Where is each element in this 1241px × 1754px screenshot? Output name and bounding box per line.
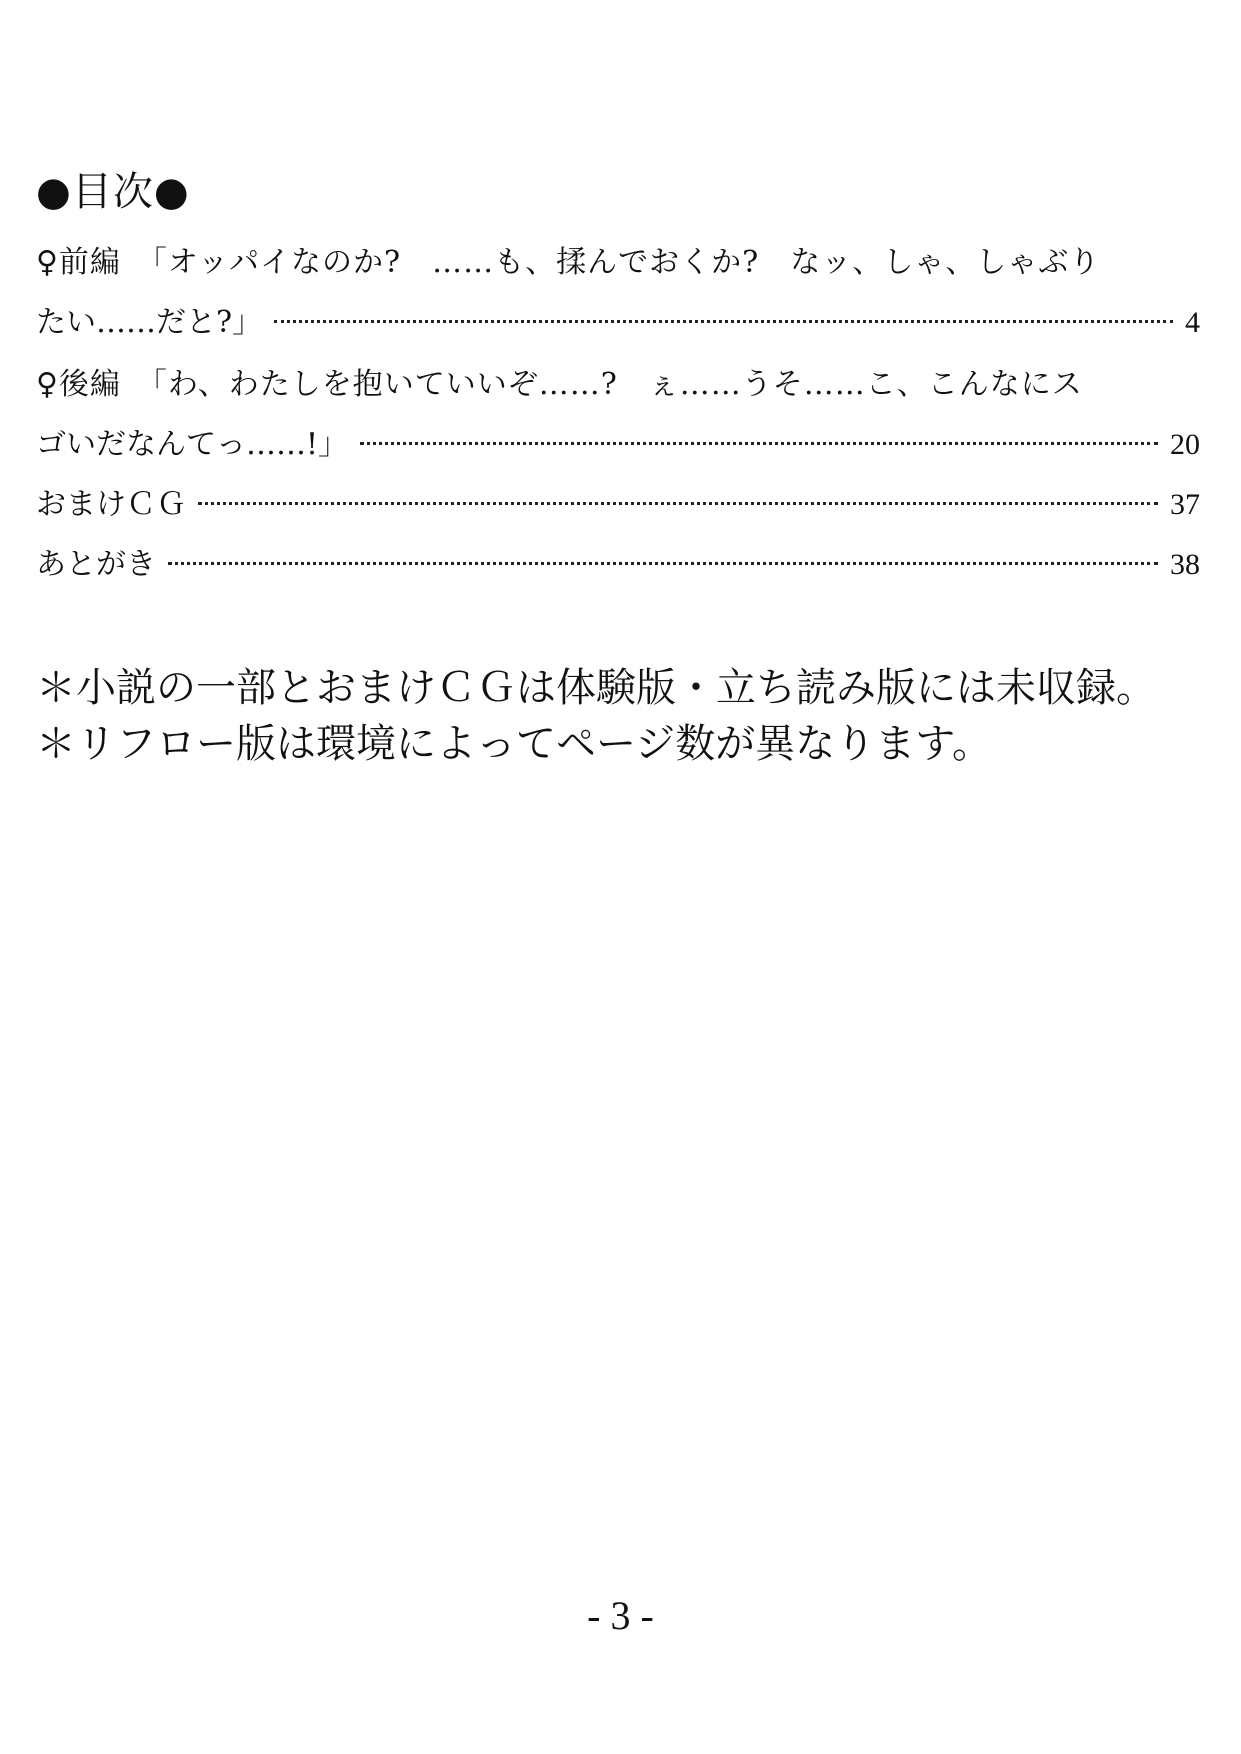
toc-entry-2-page: 20: [1170, 428, 1200, 461]
page-number: - 3 -: [587, 1593, 654, 1638]
dot-leader: [274, 320, 1173, 323]
note-2: ＊リフロー版は環境によってページ数が異なります。: [36, 721, 992, 767]
dot-leader: [198, 502, 1158, 505]
toc-entry-3[interactable]: [36, 487, 1200, 522]
toc-entry-4-text: あとがき: [36, 547, 156, 582]
toc-entry-1-page: 4: [1185, 306, 1200, 339]
toc-entry-2-line2: ゴいだなんてっ……!」: [36, 427, 349, 462]
toc-entry-3-text: おまけＣＧ: [36, 487, 186, 522]
toc-title: ●目次●: [36, 169, 190, 215]
notes: [36, 660, 1216, 772]
toc-entry-3-page: 37: [1170, 488, 1200, 521]
toc-entry-1-line1: ♀前編 「オッパイなのか? ……も、揉んでおくか? なッ、しゃ、しゃぶり: [36, 245, 1101, 280]
toc-entry-1-line2: たい……だと?」: [36, 305, 263, 340]
toc-entry-2-line1: ♀後編 「わ、わたしを抱いていいぞ……? ぇ……うそ……こ、こんなにス: [36, 367, 1083, 402]
toc-entry-1[interactable]: [36, 305, 1200, 340]
dot-leader: [360, 442, 1158, 445]
dot-leader: [168, 562, 1158, 565]
toc-entry-2[interactable]: [36, 427, 1200, 462]
toc-entry-4-page: 38: [1170, 548, 1200, 581]
note-1: ＊小説の一部とおまけＣＧは体験版・立ち読み版には未収録。: [36, 665, 1156, 711]
toc-entry-4[interactable]: [36, 547, 1200, 582]
